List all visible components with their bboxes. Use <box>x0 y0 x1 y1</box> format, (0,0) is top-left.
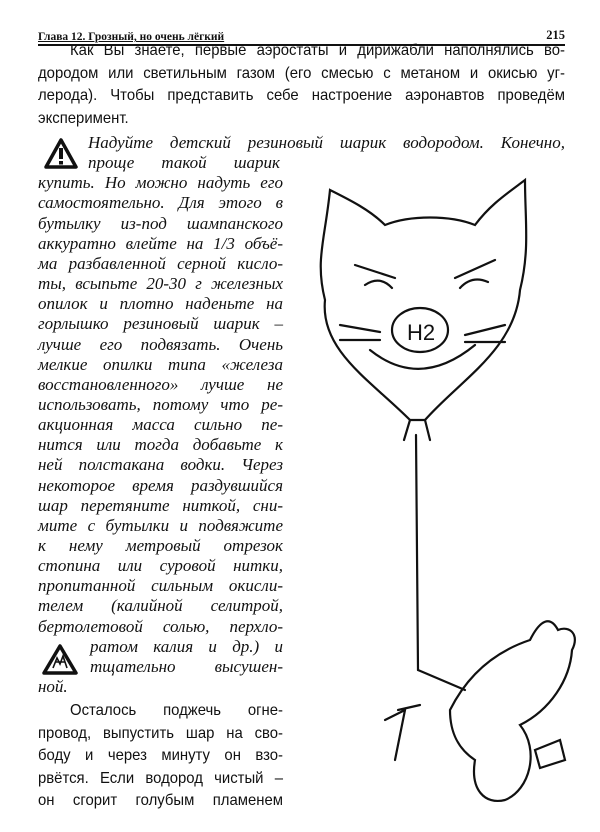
text-line: ратом калия и др.) и <box>90 636 283 656</box>
text-line: опилок и плотно наденьте на <box>38 294 283 314</box>
text-line: мелкие опилки типа «железа <box>38 354 283 374</box>
text-line: купить. Но можно надуть его <box>38 173 283 193</box>
text-line: лучше его подвязать. Очень <box>38 334 283 354</box>
text-line: мите с бутылки и подвяжите <box>38 515 283 535</box>
text-line: к нему метровый отрезок <box>38 536 283 555</box>
text-line: восстановленного» лучше не <box>38 374 283 394</box>
text-line: эксперимент. <box>38 110 129 127</box>
balloon-cat-illustration <box>300 150 590 820</box>
text-line: проще такой шарик <box>88 153 280 173</box>
page-number: 215 <box>546 28 565 42</box>
text-line: Как Вы знаете, первые аэростаты и дирижабли наполнялись во- <box>70 42 565 59</box>
text-line: аккуратно влейте на 1/3 объё- <box>38 233 283 253</box>
text-line: ной. <box>38 677 68 697</box>
text-line: шар перетяните ниткой, сни- <box>38 495 283 515</box>
text-line: тщательно высушен- <box>90 656 283 676</box>
explosive-hazard-icon <box>42 644 78 676</box>
text-line: боду и через минуту он взо- <box>38 747 283 764</box>
text-line: ней полстакана водки. Через <box>38 455 283 475</box>
text-line: дородом или светильным газом (его смесью с метаном и окисью уг- <box>38 65 565 82</box>
text-line: бутылку из-под шампанского <box>38 213 283 233</box>
text-line: рвётся. Если водород чистый – <box>38 769 283 787</box>
cat-balloon <box>321 180 527 420</box>
text-line: Надуйте детский резиновый шарик водородом. Конечно, <box>88 133 565 152</box>
text-line: стопина или суровой нитки, <box>38 556 283 576</box>
text-line: телем (калийной селитрой, <box>38 596 283 616</box>
mouse <box>450 621 575 801</box>
text-line: ма разбавленной серной кисло- <box>38 253 283 273</box>
chapter-title: Глава 12. Грозный, но очень лёгкий <box>38 31 225 43</box>
text-line: лерода). Чтобы представить себе настроение аэронавтов проведём <box>38 87 565 104</box>
text-line: горлышко резиновый шарик – <box>38 314 283 334</box>
text-line: он сгорит голубым пламенем <box>38 792 283 809</box>
text-line: бертолетовой солью, перхло- <box>38 616 283 636</box>
text-line: нится или тогда добавьте к <box>38 435 283 455</box>
warning-icon <box>44 138 78 170</box>
text-line: некоторое время раздувшийся <box>38 475 283 495</box>
text-line: акционная масса сильно пе- <box>38 415 283 435</box>
text-line: Осталось поджечь огне- <box>70 702 283 719</box>
text-line: самостоятельно. Для этого в <box>38 193 283 213</box>
text-line: пропитанной сильным окисли- <box>38 576 283 596</box>
text-line: провод, выпустить шар на сво- <box>38 724 283 742</box>
text-line: использовать, потому что ре- <box>38 394 283 414</box>
text-line: ты, всыпьте 20-30 г железных <box>38 274 283 294</box>
balloon-label: H2 <box>407 320 436 345</box>
